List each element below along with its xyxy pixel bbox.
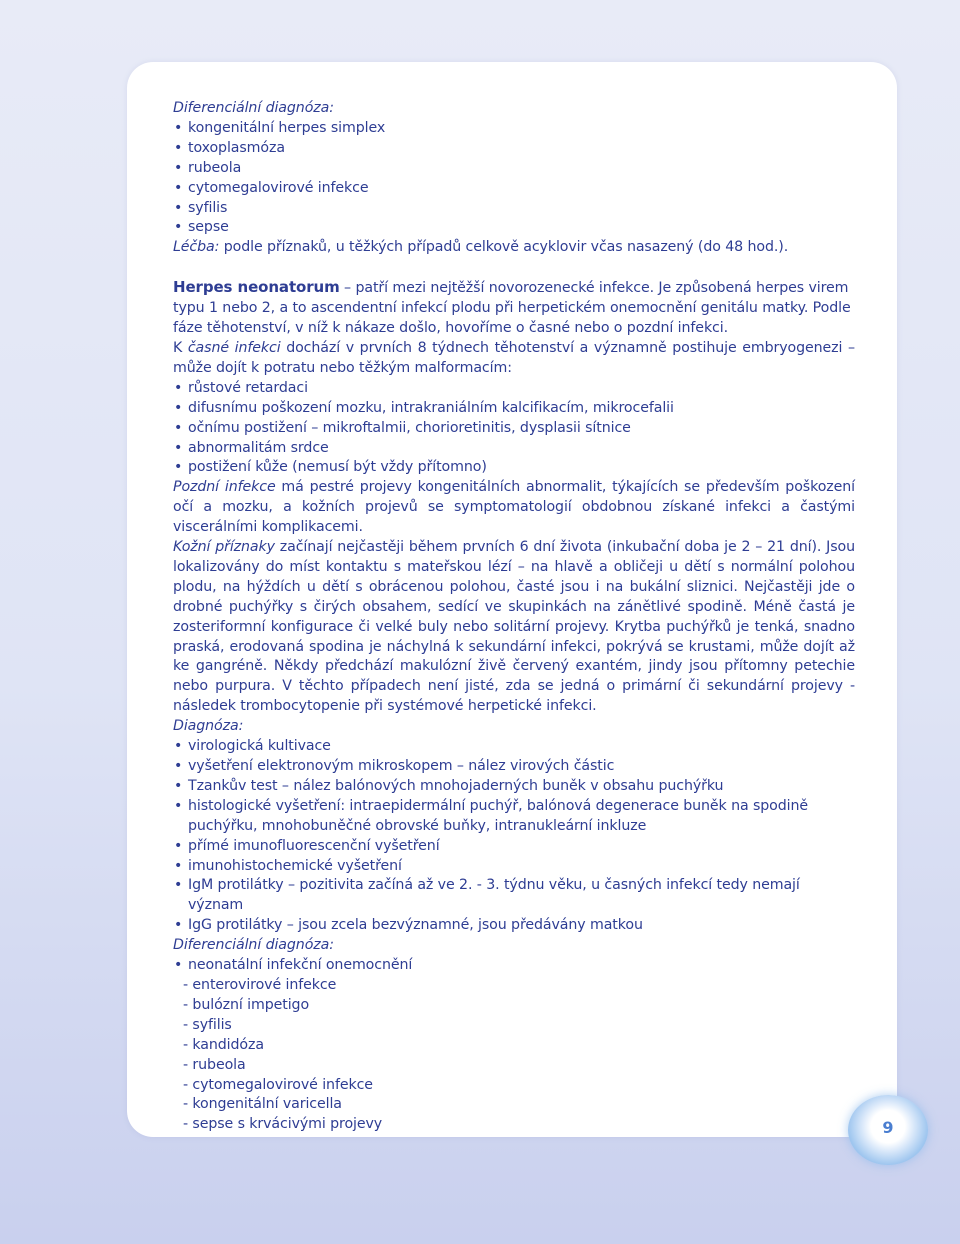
list-item: • postižení kůže (nemusí být vždy přítomno) xyxy=(173,458,855,478)
list-item: • přímé imunofluorescenční vyšetření xyxy=(173,837,855,857)
differential-diagnosis-heading-2: Diferenciální diagnóza: xyxy=(173,937,334,954)
list-item: - kandidóza xyxy=(183,1036,264,1053)
treatment-paragraph xyxy=(173,238,855,258)
list-item: - cytomegalovirové infekce xyxy=(183,1076,373,1093)
list-item: • imunohistochemické vyšetření xyxy=(173,857,855,877)
early-infection-label: časné infekci xyxy=(187,339,281,356)
list-item: • abnormalitám srdce xyxy=(173,439,855,459)
list-item: - bulózní impetigo xyxy=(183,996,310,1013)
page-card xyxy=(127,62,897,1137)
list-item: • vyšetření elektronovým mikroskopem – nález virových částic xyxy=(173,757,855,777)
differential-diagnosis-heading: Diferenciální diagnóza: xyxy=(173,100,334,116)
skin-symptoms-text: začínají nejčastěji během prvních 6 dní života (inkubační doba je 2 – 21 dní). Jsou lokalizovány do míst kontaktu s mateřskou lézí – na hlavě a obličeji u dětí s normální polohou plodu, na hýždích u dětí s obrácenou polohou, časté jsou i na bukální sliznici. Nejčastěji jde o drobné puchýřky s čirých obsahem, sedící ve skupinkách na zánětlivé spodině. Méně častá je zosteriformní konfigurace či velké buly nebo solitární projevy. Krytba puchýřků je tenká, snadno praská, erodovaná spodina je náchylná k sekundární infekci, pokrývá se krustami, může dojít až ke gangréně. Někdy předchází makulózní živě červený exantém, jindy jsou přítomny petechie nebo purpura. V těchto případech není jisté, zda se jedná o primární či sekundární projevy - následek trombocytopenie při systémové herpetické infekci. xyxy=(173,539,855,715)
early-infection-list xyxy=(173,379,855,479)
list-item: • sepse xyxy=(173,218,855,238)
list-item: • růstové retardaci xyxy=(173,379,855,399)
list-item: • Tzankův test – nález balónových mnohojaderných buněk v obsahu puchýřku xyxy=(173,777,855,797)
section-intro-text: – patří mezi nejtěžší novorozenecké infekce. Je způsobená herpes virem typu 1 nebo 2, a to ascendentní infekcí plodu při herpetickém onemocnění genitálu matky. Podle fáze těhotenství, v níž k nákaze došlo, hovoříme o časné nebo o pozdní infekci. xyxy=(173,280,851,337)
list-item: • očnímu postižení – mikroftalmii, chorioretinitis, dysplasii sítnice xyxy=(173,419,855,439)
skin-symptoms-label: Kožní příznaky xyxy=(173,539,275,556)
list-item: • IgM protilátky – pozitivita začíná až ve 2. - 3. týdnu věku, u časných infekcí tedy nemají význam xyxy=(173,876,855,916)
list-item: - kongenitální varicella xyxy=(183,1096,342,1113)
list-item: • kongenitální herpes simplex xyxy=(173,119,855,139)
page-number-badge xyxy=(848,1095,928,1165)
list-item: • virologická kultivace xyxy=(173,737,855,757)
herpes-intro-paragraph xyxy=(173,278,855,339)
differential-diagnosis-list xyxy=(173,119,855,238)
list-item: • rubeola xyxy=(173,159,855,179)
early-prefix: K xyxy=(173,339,188,356)
differential-diagnosis-list-2 xyxy=(173,956,855,976)
list-item: - syfilis xyxy=(183,1016,232,1033)
diagnosis-heading: Diagnóza: xyxy=(173,718,244,735)
early-infection-text: dochází v prvních 8 týdnech těhotenství a významně postihuje embryogenezi – může dojít k potratu nebo těžkým malformacím: xyxy=(173,339,855,376)
early-infection-paragraph xyxy=(173,339,855,379)
skin-symptoms-paragraph xyxy=(173,538,855,717)
list-item: - rubeola xyxy=(183,1056,246,1073)
list-item: • histologické vyšetření: intraepidermální puchýř, balónová degenerace buněk na spodině puchýřku, mnohobuněčné obrovské buňky, intranukleární inkluze xyxy=(173,797,855,837)
late-infection-label: Pozdní infekce xyxy=(173,479,276,496)
section-gap xyxy=(173,258,855,278)
page-content xyxy=(173,99,855,1135)
list-item: - sepse s krvácivými projevy xyxy=(183,1116,383,1133)
page-number: 9 xyxy=(882,1118,894,1137)
list-item: • neonatální infekční onemocnění xyxy=(173,956,855,976)
list-item: • IgG protilátky – jsou zcela bezvýznamné, jsou předávány matkou xyxy=(173,916,855,936)
late-infection-text: má pestré projevy kongenitálních abnormalit, týkajících se především poškození očí a mozku, a kožních projevů se symptomatologií obdobnou získané infekci a častými viscerálními komplikacemi. xyxy=(173,479,855,536)
differential-diagnosis-sublist xyxy=(173,976,855,1135)
section-title: Herpes neonatorum xyxy=(173,278,340,297)
list-item: • cytomegalovirové infekce xyxy=(173,179,855,199)
list-item: • toxoplasmóza xyxy=(173,139,855,159)
list-item: • syfilis xyxy=(173,199,855,219)
list-item: - enterovirové infekce xyxy=(183,976,337,993)
diagnosis-list xyxy=(173,737,855,936)
treatment-label: Léčba: xyxy=(173,239,220,256)
list-item: • difusnímu poškození mozku, intrakraniálním kalcifikacím, mikrocefalii xyxy=(173,399,855,419)
treatment-text: podle příznaků, u těžkých případů celkově acyklovir včas nasazený (do 48 hod.). xyxy=(219,239,789,256)
late-infection-paragraph xyxy=(173,478,855,538)
